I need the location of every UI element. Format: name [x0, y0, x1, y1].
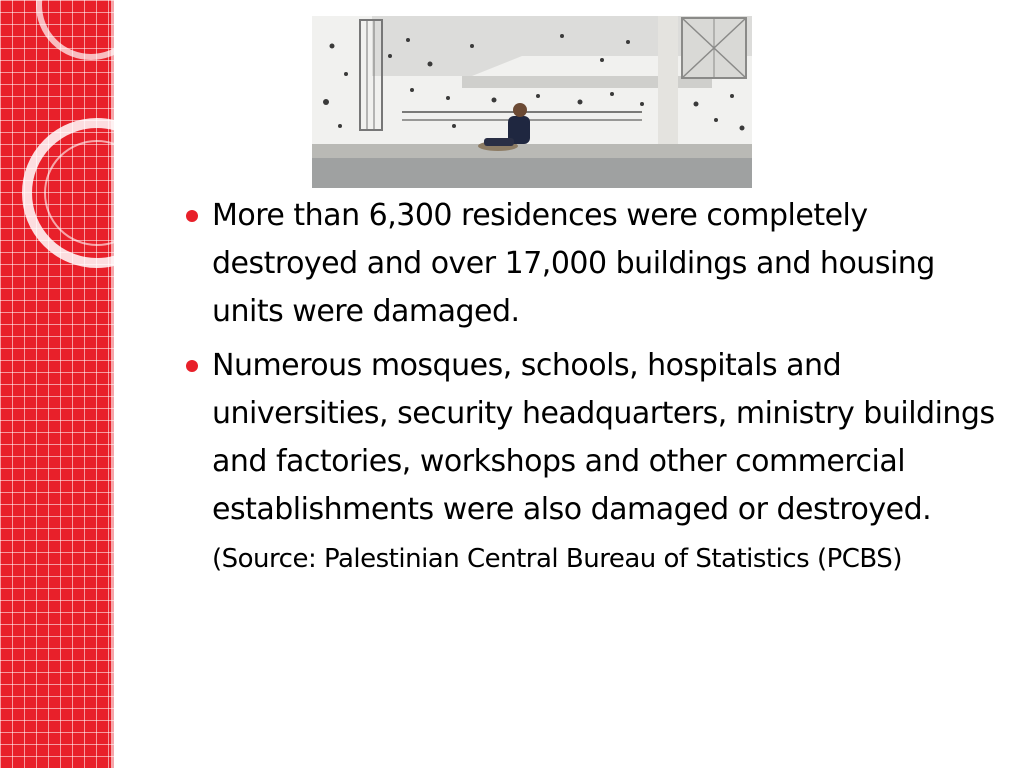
- bullet-text: More than 6,300 residences were completely destroyed and over 17,000 buildings and housing units were damaged.: [212, 198, 935, 329]
- decorative-grid-strip: [0, 0, 114, 768]
- bullet-item: [184, 192, 996, 336]
- slide-body: [184, 192, 996, 588]
- bullet-list: [184, 192, 996, 582]
- destroyed-building-photo: [312, 16, 752, 188]
- bullet-dot-icon: [186, 210, 198, 222]
- decorative-circle-top: [36, 0, 114, 60]
- bullet-text: Numerous mosques, schools, hospitals and universities, security headquarters, ministry buildings and factories, workshops and other commercial establishments were also damaged or destroyed.: [212, 348, 995, 527]
- bullet-item: [184, 342, 996, 582]
- bullet-dot-icon: [186, 360, 198, 372]
- source-citation: (Source: Palestinian Central Bureau of Statistics (PCBS): [212, 544, 902, 574]
